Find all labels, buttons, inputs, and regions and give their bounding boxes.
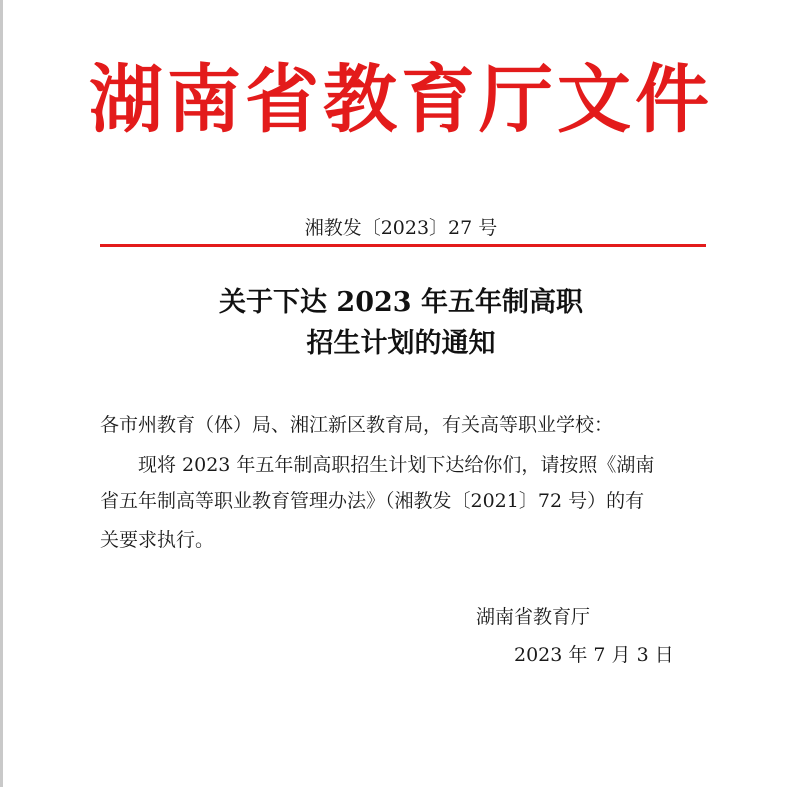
body-line-2: 省五年制高等职业教育管理办法》（湘教发〔2021〕72 号）的有 [100, 490, 645, 512]
salutation: 各市州教育（体）局、湘江新区教育局，有关高等职业学校： [100, 414, 614, 436]
body-line-3: 关要求执行。 [100, 529, 215, 551]
signature-date: 2023 年 7 月 3 日 [514, 644, 674, 666]
document-number: 湘教发〔2023〕27 号 [304, 217, 498, 239]
document-title-line-2: 招生计划的通知 [306, 328, 496, 359]
issuer-header: 湖南省教育厅文件 [89, 57, 713, 143]
red-divider-line [100, 244, 706, 247]
document-title-line-1: 关于下达 2023 年五年制高职 [219, 287, 583, 318]
signature-organization: 湖南省教育厅 [476, 606, 591, 628]
body-line-1 [100, 451, 710, 479]
body-line-1-text: 现将 2023 年五年制高职招生计划下达给你们，请按照《湖南 [138, 454, 655, 476]
document-page [3, 0, 799, 787]
